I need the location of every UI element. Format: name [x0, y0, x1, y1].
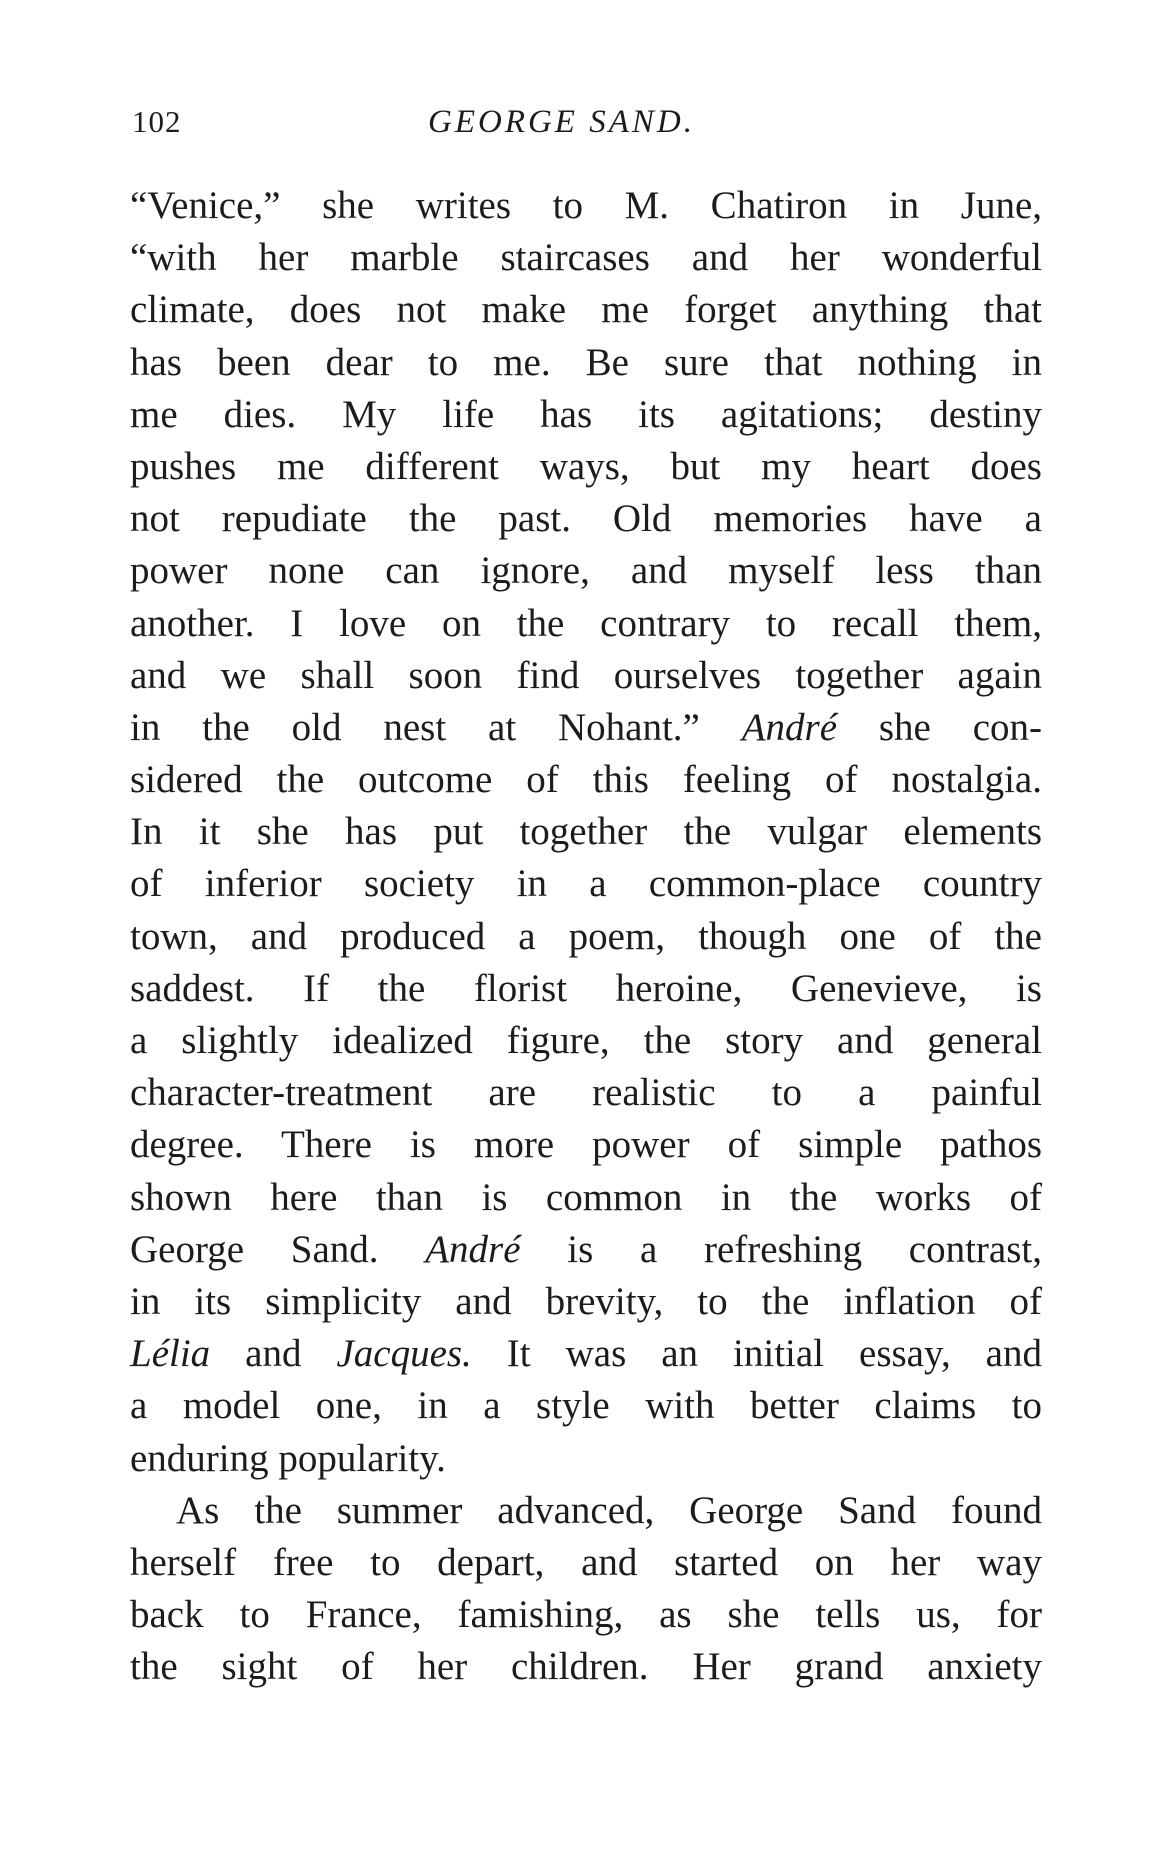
text-line: “Venice,” she writes to M. Chatiron in June,	[130, 184, 1042, 227]
running-title: GEORGE SAND.	[428, 104, 695, 140]
text-line: a slightly idealized figure, the story and general	[130, 1019, 1042, 1062]
text-line: the sight of her children. Her grand anxiety	[130, 1645, 1042, 1689]
text-line: in its simplicity and brevity, to the inflation of	[130, 1279, 1042, 1323]
text-line: me dies. My life has its agitations; destiny	[130, 392, 1042, 436]
text-line: in the old nest at Nohant.” André she con-	[130, 705, 1042, 749]
text-line: climate, does not make me forget anything that	[130, 288, 1042, 332]
text-line: back to France, famishing, as she tells us, for	[130, 1593, 1042, 1637]
text-line: a model one, in a style with better claims to	[130, 1384, 1042, 1428]
running-head	[132, 104, 1042, 154]
text-line: has been dear to me. Be sure that nothing in	[130, 340, 1042, 384]
italic-title: André	[425, 1227, 521, 1271]
text-line: sidered the outcome of this feeling of nostalgia.	[130, 758, 1042, 802]
text-line: not repudiate the past. Old memories have a	[130, 497, 1042, 541]
italic-title: André	[741, 705, 838, 749]
page-number: 102	[132, 104, 182, 139]
italic-title: Lélia	[130, 1332, 211, 1376]
text-line: herself free to depart, and started on her way	[130, 1540, 1042, 1584]
text-line: George Sand. André is a refreshing contrast,	[130, 1227, 1042, 1271]
text-line: enduring popularity.	[130, 1436, 446, 1480]
text-line: Lélia and Jacques. It was an initial essay, and	[130, 1332, 1042, 1376]
text-line: pushes me different ways, but my heart does	[130, 444, 1042, 488]
body-text	[130, 180, 1042, 1693]
text-line: character-treatment are realistic to a painful	[130, 1071, 1042, 1115]
text-line: and we shall soon find ourselves together again	[130, 653, 1042, 697]
text-line: another. I love on the contrary to recall them,	[130, 601, 1042, 645]
text-line: town, and produced a poem, though one of the	[130, 914, 1042, 958]
text-line: saddest. If the florist heroine, Genevieve, is	[130, 966, 1042, 1010]
text-line: In it she has put together the vulgar elements	[130, 810, 1042, 854]
text-line: “with her marble staircases and her wonderful	[130, 236, 1042, 280]
text-line: As the summer advanced, George Sand found	[176, 1488, 1042, 1532]
italic-title: Jacques.	[336, 1332, 472, 1376]
text-line: degree. There is more power of simple pathos	[130, 1123, 1042, 1167]
text-line: of inferior society in a common-place country	[130, 862, 1042, 906]
text-line: shown here than is common in the works of	[130, 1175, 1042, 1219]
text-line: power none can ignore, and myself less than	[130, 549, 1042, 593]
